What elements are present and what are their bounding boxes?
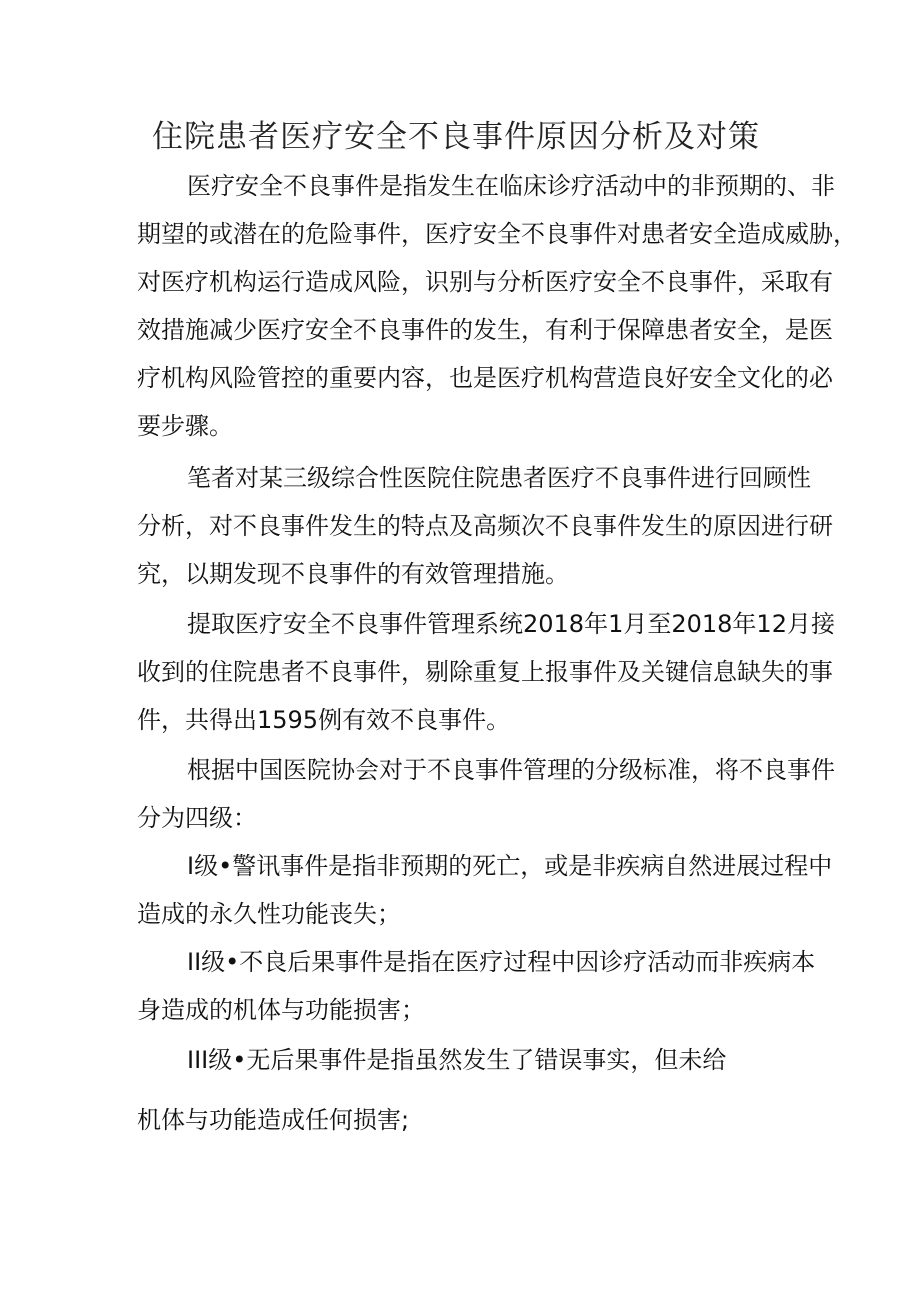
paragraph-1-line-1: 医疗安全不良事件是指发生在临床诊疗活动中的非预期的、非: [187, 172, 835, 200]
paragraph-6-line-2: 身造成的机体与功能损害；: [137, 996, 425, 1024]
paragraph-1-line-2: 期望的或潜在的危险事件，医疗安全不良事件对患者安全造成威胁，: [137, 220, 857, 248]
document-title: 住院患者医疗安全不良事件原因分析及对策: [152, 119, 760, 155]
paragraph-2-line-2: 分析，对不良事件发生的特点及高频次不良事件发生的原因进行研: [137, 512, 833, 540]
paragraph-3-line-3: 件，共得出1595例有效不良事件。: [137, 706, 511, 734]
paragraph-7-line-2: 机体与功能造成任何损害;: [137, 1106, 410, 1134]
paragraph-1-line-6: 要步骤。: [137, 412, 233, 440]
paragraph-1-line-4: 效措施减少医疗安全不良事件的发生，有利于保障患者安全，是医: [137, 316, 833, 344]
paragraph-1-line-3: 对医疗机构运行造成风险，识别与分析医疗安全不良事件，采取有: [137, 268, 833, 296]
paragraph-7-line-1: III级•无后果事件是指虽然发生了错误事实，但未给: [187, 1046, 727, 1074]
paragraph-2-line-1: 笔者对某三级综合性医院住院患者医疗不良事件进行回顾性: [187, 464, 811, 492]
paragraph-5-line-1: I级•警讯事件是指非预期的死亡，或是非疾病自然进展过程中: [187, 852, 833, 880]
paragraph-5-line-2: 造成的永久性功能丧失；: [137, 900, 401, 928]
paragraph-2-line-3: 究，以期发现不良事件的有效管理措施。: [137, 560, 569, 588]
paragraph-1-line-5: 疗机构风险管控的重要内容，也是医疗机构营造良好安全文化的必: [137, 364, 833, 392]
paragraph-3-line-1: 提取医疗安全不良事件管理系统2018年1月至2018年12月接: [187, 610, 835, 638]
paragraph-4-line-2: 分为四级：: [137, 804, 257, 832]
paragraph-6-line-1: II级•不良后果事件是指在医疗过程中因诊疗活动而非疾病本: [187, 948, 816, 976]
paragraph-4-line-1: 根据中国医院协会对于不良事件管理的分级标准，将不良事件: [187, 756, 835, 784]
paragraph-3-line-2: 收到的住院患者不良事件，剔除重复上报事件及关键信息缺失的事: [137, 658, 833, 686]
